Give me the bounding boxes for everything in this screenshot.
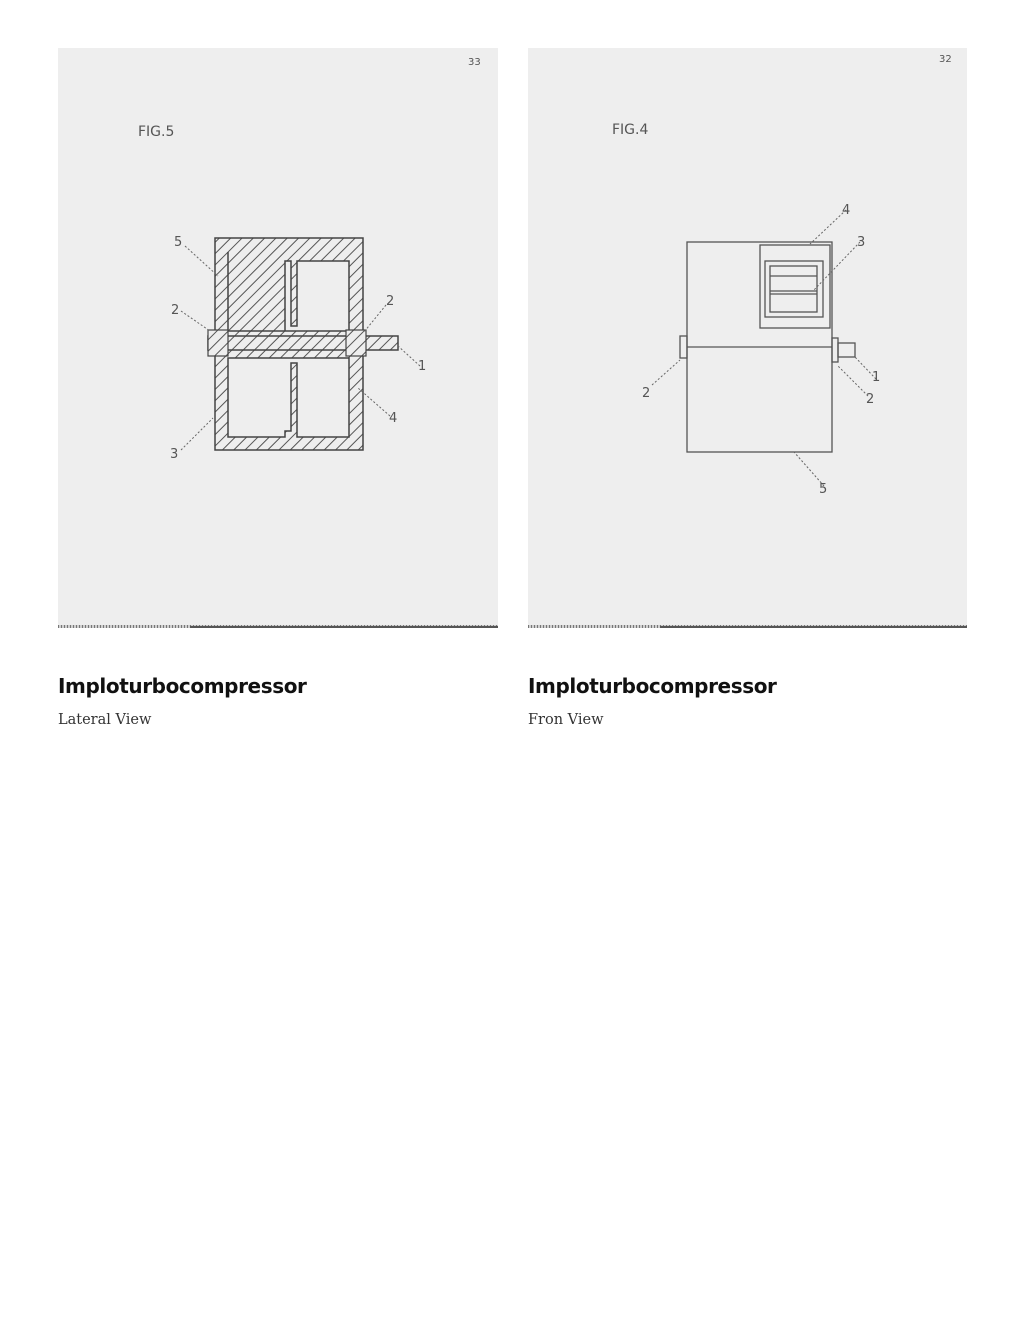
page-mark: 32 bbox=[939, 54, 952, 65]
part-label-4: 5 bbox=[174, 235, 183, 250]
scan-edge bbox=[528, 625, 967, 628]
page-mark: 33 bbox=[468, 57, 481, 68]
part-label-3: 3 bbox=[857, 235, 866, 250]
patent-drawing-front-view bbox=[528, 48, 967, 628]
part-label-5: 5 bbox=[819, 482, 828, 497]
patent-drawing-lateral-view bbox=[58, 48, 498, 628]
bearing-right bbox=[832, 338, 838, 362]
card-caption: Lateral View bbox=[58, 712, 152, 728]
part-label-2-right: 2 bbox=[386, 294, 395, 309]
shaft bbox=[838, 343, 855, 357]
part-label-2-right: 2 bbox=[866, 392, 875, 407]
figure-card-front bbox=[528, 48, 967, 728]
part-label-3: 4 bbox=[389, 411, 398, 426]
part-label-2-left: 2 bbox=[171, 303, 180, 318]
inlet-vanes bbox=[770, 266, 817, 312]
bearing-right bbox=[346, 330, 366, 356]
part-label-5: 3 bbox=[170, 447, 179, 462]
bearing-left bbox=[208, 330, 228, 356]
scan-edge bbox=[58, 625, 498, 628]
figure-label: FIG.4 bbox=[612, 122, 649, 138]
card-caption: Fron View bbox=[528, 712, 604, 728]
part-label-2-left: 2 bbox=[642, 386, 651, 401]
card-title: Imploturbocompressor bbox=[528, 674, 777, 698]
figure-card-lateral bbox=[58, 48, 498, 728]
part-label-1: 1 bbox=[418, 359, 427, 374]
figure-label: FIG.5 bbox=[138, 124, 175, 140]
shaft bbox=[208, 336, 398, 350]
bearing-left bbox=[680, 336, 687, 358]
card-title: Imploturbocompressor bbox=[58, 674, 307, 698]
part-label-4: 4 bbox=[842, 203, 851, 218]
part-label-1: 1 bbox=[872, 370, 881, 385]
